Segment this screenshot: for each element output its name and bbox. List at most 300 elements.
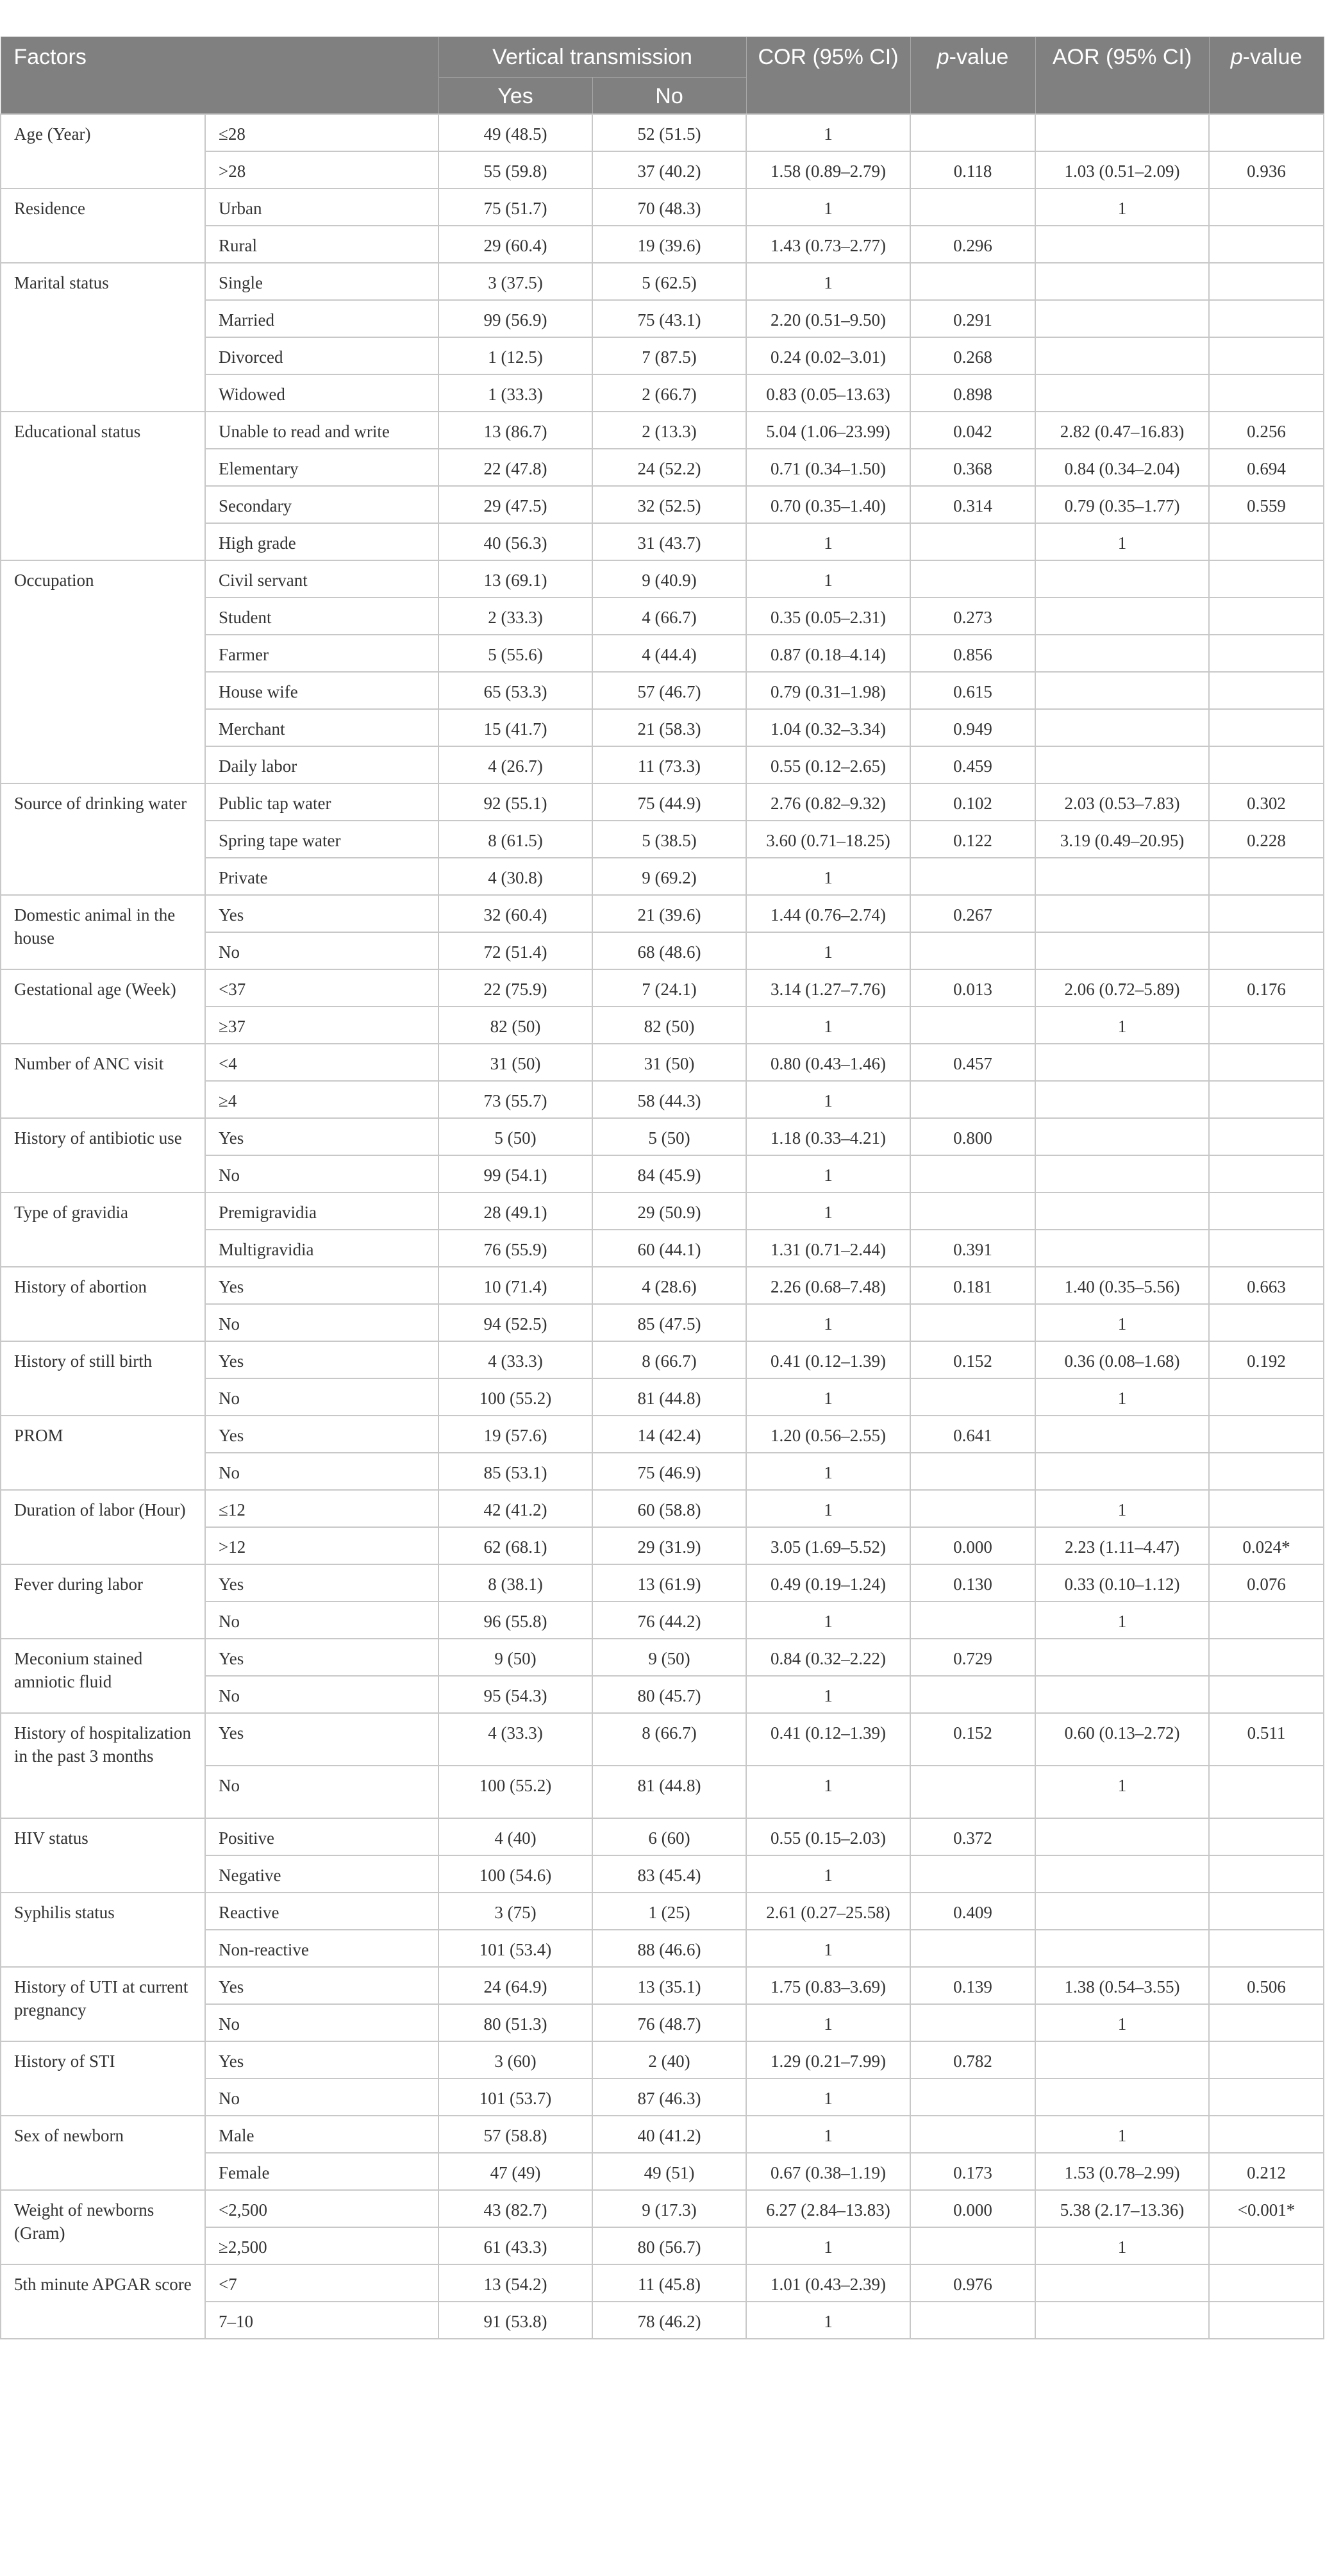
cell-p-value: 0.152	[910, 1713, 1035, 1766]
level-label: No	[205, 2078, 438, 2116]
cell-adjusted-p-value	[1209, 263, 1324, 300]
cell-adjusted-p-value: 0.176	[1209, 969, 1324, 1007]
cell-cor: 1	[746, 263, 910, 300]
cell-cor: 3.60 (0.71–18.25)	[746, 821, 910, 858]
factor-label: PROM	[1, 1416, 205, 1490]
cell-aor: 1	[1035, 2004, 1209, 2041]
cell-adjusted-p-value: 0.192	[1209, 1341, 1324, 1378]
cell-cor: 1	[746, 560, 910, 598]
cell-cor: 0.67 (0.38–1.19)	[746, 2153, 910, 2190]
cell-cor: 1	[746, 932, 910, 969]
cell-cor: 1	[746, 2227, 910, 2264]
level-label: <2,500	[205, 2190, 438, 2227]
level-label: Reactive	[205, 1893, 438, 1930]
cell-no: 83 (45.4)	[592, 1855, 746, 1893]
cell-yes: 4 (40)	[438, 1818, 592, 1855]
cell-aor: 1	[1035, 1602, 1209, 1639]
cell-p-value: 0.118	[910, 151, 1035, 188]
cell-no: 75 (46.9)	[592, 1453, 746, 1490]
factor-label: Fever during labor	[1, 1564, 205, 1639]
cell-no: 1 (25)	[592, 1893, 746, 1930]
level-label: Spring tape water	[205, 821, 438, 858]
table-row	[1, 969, 1324, 1007]
cell-aor	[1035, 300, 1209, 337]
cell-p-value	[910, 1676, 1035, 1713]
level-label: Secondary	[205, 486, 438, 523]
cell-adjusted-p-value	[1209, 188, 1324, 226]
level-label: Public tap water	[205, 783, 438, 821]
cell-aor: 1	[1035, 188, 1209, 226]
cell-aor	[1035, 263, 1209, 300]
cell-aor: 1	[1035, 2227, 1209, 2264]
cell-yes: 31 (50)	[438, 1044, 592, 1081]
factor-label: Meconium stained amniotic fluid	[1, 1639, 205, 1713]
cell-p-value	[910, 1378, 1035, 1416]
cell-yes: 42 (41.2)	[438, 1490, 592, 1527]
factor-label: History of UTI at current pregnancy	[1, 1967, 205, 2041]
level-label: Daily labor	[205, 746, 438, 783]
cell-no: 76 (48.7)	[592, 2004, 746, 2041]
cell-yes: 76 (55.9)	[438, 1230, 592, 1267]
level-label: Widowed	[205, 374, 438, 412]
cell-yes: 99 (56.9)	[438, 300, 592, 337]
cell-p-value: 0.273	[910, 598, 1035, 635]
header-p-italic: p	[937, 45, 949, 69]
header-aor: AOR (95% CI)	[1035, 37, 1209, 115]
level-label: Male	[205, 2116, 438, 2153]
cell-adjusted-p-value	[1209, 337, 1324, 374]
cell-adjusted-p-value: 0.024*	[1209, 1527, 1324, 1564]
cell-yes: 100 (55.2)	[438, 1378, 592, 1416]
cell-cor: 0.55 (0.15–2.03)	[746, 1818, 910, 1855]
cell-yes: 43 (82.7)	[438, 2190, 592, 2227]
cell-aor: 1.03 (0.51–2.09)	[1035, 151, 1209, 188]
level-label: ≥2,500	[205, 2227, 438, 2264]
cell-aor: 2.82 (0.47–16.83)	[1035, 412, 1209, 449]
cell-cor: 0.24 (0.02–3.01)	[746, 337, 910, 374]
cell-no: 2 (66.7)	[592, 374, 746, 412]
cell-adjusted-p-value	[1209, 226, 1324, 263]
cell-aor	[1035, 2264, 1209, 2302]
cell-adjusted-p-value: 0.936	[1209, 151, 1324, 188]
cell-cor: 1	[746, 1081, 910, 1118]
cell-cor: 1	[746, 523, 910, 560]
factor-label: History of hospitalization in the past 3 months	[1, 1713, 205, 1818]
cell-p-value: 0.296	[910, 226, 1035, 263]
cell-adjusted-p-value	[1209, 1007, 1324, 1044]
vertical-transmission-table	[0, 37, 1324, 2339]
cell-p-value: 0.152	[910, 1341, 1035, 1378]
header-yes: Yes	[438, 78, 592, 115]
table-row	[1, 783, 1324, 821]
cell-yes: 4 (33.3)	[438, 1713, 592, 1766]
cell-adjusted-p-value: <0.001*	[1209, 2190, 1324, 2227]
level-label: Yes	[205, 1967, 438, 2004]
cell-no: 40 (41.2)	[592, 2116, 746, 2153]
level-label: Yes	[205, 1639, 438, 1676]
cell-yes: 65 (53.3)	[438, 672, 592, 709]
cell-yes: 101 (53.7)	[438, 2078, 592, 2116]
cell-cor: 1	[746, 858, 910, 895]
table-row	[1, 2190, 1324, 2227]
level-label: Yes	[205, 1564, 438, 1602]
cell-no: 5 (50)	[592, 1118, 746, 1155]
level-label: Farmer	[205, 635, 438, 672]
cell-cor: 0.71 (0.34–1.50)	[746, 449, 910, 486]
cell-cor: 0.55 (0.12–2.65)	[746, 746, 910, 783]
cell-cor: 5.04 (1.06–23.99)	[746, 412, 910, 449]
cell-adjusted-p-value	[1209, 1118, 1324, 1155]
cell-aor	[1035, 932, 1209, 969]
table-body	[1, 114, 1324, 2339]
cell-aor: 0.79 (0.35–1.77)	[1035, 486, 1209, 523]
table-row	[1, 188, 1324, 226]
cell-cor: 1	[746, 1602, 910, 1639]
cell-no: 31 (50)	[592, 1044, 746, 1081]
cell-aor	[1035, 1676, 1209, 1713]
cell-yes: 4 (30.8)	[438, 858, 592, 895]
cell-cor: 3.05 (1.69–5.52)	[746, 1527, 910, 1564]
cell-adjusted-p-value	[1209, 2078, 1324, 2116]
cell-no: 84 (45.9)	[592, 1155, 746, 1192]
level-label: ≥37	[205, 1007, 438, 1044]
cell-p-value: 0.130	[910, 1564, 1035, 1602]
cell-adjusted-p-value: 0.228	[1209, 821, 1324, 858]
cell-aor: 1.40 (0.35–5.56)	[1035, 1267, 1209, 1304]
cell-aor: 1.53 (0.78–2.99)	[1035, 2153, 1209, 2190]
cell-cor: 1	[746, 1855, 910, 1893]
cell-adjusted-p-value: 0.559	[1209, 486, 1324, 523]
header-adjusted-p-italic: p	[1230, 45, 1243, 69]
cell-no: 29 (50.9)	[592, 1192, 746, 1230]
cell-aor	[1035, 337, 1209, 374]
cell-yes: 13 (69.1)	[438, 560, 592, 598]
cell-cor: 1.31 (0.71–2.44)	[746, 1230, 910, 1267]
cell-no: 11 (73.3)	[592, 746, 746, 783]
cell-aor	[1035, 858, 1209, 895]
cell-aor: 0.84 (0.34–2.04)	[1035, 449, 1209, 486]
table-row	[1, 1818, 1324, 1855]
cell-p-value	[910, 2302, 1035, 2339]
cell-adjusted-p-value: 0.302	[1209, 783, 1324, 821]
level-label: Rural	[205, 226, 438, 263]
cell-yes: 96 (55.8)	[438, 1602, 592, 1639]
cell-no: 21 (58.3)	[592, 709, 746, 746]
header-cor: COR (95% CI)	[746, 37, 910, 115]
level-label: Yes	[205, 1416, 438, 1453]
cell-adjusted-p-value: 0.076	[1209, 1564, 1324, 1602]
factor-label: Domestic animal in the house	[1, 895, 205, 969]
cell-aor: 1	[1035, 1378, 1209, 1416]
cell-p-value: 0.391	[910, 1230, 1035, 1267]
table-row	[1, 560, 1324, 598]
cell-no: 8 (66.7)	[592, 1341, 746, 1378]
cell-cor: 0.79 (0.31–1.98)	[746, 672, 910, 709]
cell-aor	[1035, 1230, 1209, 1267]
cell-p-value: 0.409	[910, 1893, 1035, 1930]
factor-label: History of abortion	[1, 1267, 205, 1341]
cell-no: 11 (45.8)	[592, 2264, 746, 2302]
cell-no: 14 (42.4)	[592, 1416, 746, 1453]
cell-cor: 1	[746, 2116, 910, 2153]
header-vertical-transmission: Vertical transmission	[438, 37, 746, 78]
cell-no: 29 (31.9)	[592, 1527, 746, 1564]
cell-p-value: 0.042	[910, 412, 1035, 449]
cell-p-value	[910, 1930, 1035, 1967]
cell-adjusted-p-value	[1209, 1230, 1324, 1267]
cell-cor: 0.41 (0.12–1.39)	[746, 1713, 910, 1766]
cell-aor: 0.33 (0.10–1.12)	[1035, 1564, 1209, 1602]
cell-aor	[1035, 709, 1209, 746]
level-label: <7	[205, 2264, 438, 2302]
cell-aor: 0.36 (0.08–1.68)	[1035, 1341, 1209, 1378]
cell-adjusted-p-value: 0.506	[1209, 1967, 1324, 2004]
cell-yes: 47 (49)	[438, 2153, 592, 2190]
cell-no: 75 (44.9)	[592, 783, 746, 821]
level-label: Divorced	[205, 337, 438, 374]
cell-aor	[1035, 1192, 1209, 1230]
cell-yes: 62 (68.1)	[438, 1527, 592, 1564]
level-label: ≤12	[205, 1490, 438, 1527]
cell-no: 81 (44.8)	[592, 1766, 746, 1818]
cell-aor	[1035, 114, 1209, 151]
level-label: Elementary	[205, 449, 438, 486]
cell-yes: 13 (54.2)	[438, 2264, 592, 2302]
cell-p-value: 0.615	[910, 672, 1035, 709]
cell-no: 58 (44.3)	[592, 1081, 746, 1118]
cell-cor: 1	[746, 1007, 910, 1044]
level-label: No	[205, 2004, 438, 2041]
cell-aor	[1035, 1818, 1209, 1855]
cell-cor: 6.27 (2.84–13.83)	[746, 2190, 910, 2227]
cell-aor	[1035, 2041, 1209, 2078]
cell-p-value	[910, 1766, 1035, 1818]
level-label: >28	[205, 151, 438, 188]
cell-no: 2 (40)	[592, 2041, 746, 2078]
table-header	[1, 37, 1324, 115]
cell-cor: 1	[746, 1155, 910, 1192]
cell-cor: 1	[746, 2004, 910, 2041]
cell-aor	[1035, 1930, 1209, 1967]
cell-no: 9 (40.9)	[592, 560, 746, 598]
table-row	[1, 1713, 1324, 1766]
cell-cor: 0.80 (0.43–1.46)	[746, 1044, 910, 1081]
level-label: <37	[205, 969, 438, 1007]
cell-p-value	[910, 858, 1035, 895]
table-row	[1, 1416, 1324, 1453]
table-row	[1, 2116, 1324, 2153]
cell-cor: 1.75 (0.83–3.69)	[746, 1967, 910, 2004]
cell-cor: 1	[746, 1453, 910, 1490]
cell-p-value: 0.013	[910, 969, 1035, 1007]
cell-adjusted-p-value: 0.256	[1209, 412, 1324, 449]
cell-adjusted-p-value	[1209, 932, 1324, 969]
table-row	[1, 895, 1324, 932]
cell-cor: 0.87 (0.18–4.14)	[746, 635, 910, 672]
cell-cor: 1	[746, 1304, 910, 1341]
cell-p-value	[910, 1155, 1035, 1192]
cell-adjusted-p-value	[1209, 1155, 1324, 1192]
cell-aor	[1035, 1416, 1209, 1453]
table-row	[1, 1893, 1324, 1930]
cell-aor	[1035, 1118, 1209, 1155]
cell-no: 37 (40.2)	[592, 151, 746, 188]
table-container	[0, 37, 1325, 2339]
cell-aor	[1035, 2302, 1209, 2339]
cell-aor: 0.60 (0.13–2.72)	[1035, 1713, 1209, 1766]
cell-aor: 1	[1035, 523, 1209, 560]
cell-p-value: 0.856	[910, 635, 1035, 672]
cell-aor: 1	[1035, 1304, 1209, 1341]
level-label: Married	[205, 300, 438, 337]
cell-no: 9 (69.2)	[592, 858, 746, 895]
cell-cor: 1.44 (0.76–2.74)	[746, 895, 910, 932]
level-label: Positive	[205, 1818, 438, 1855]
cell-yes: 15 (41.7)	[438, 709, 592, 746]
cell-yes: 32 (60.4)	[438, 895, 592, 932]
cell-yes: 5 (50)	[438, 1118, 592, 1155]
level-label: ≤28	[205, 114, 438, 151]
cell-p-value: 0.457	[910, 1044, 1035, 1081]
cell-cor: 1	[746, 1192, 910, 1230]
cell-aor: 1.38 (0.54–3.55)	[1035, 1967, 1209, 2004]
cell-adjusted-p-value	[1209, 1818, 1324, 1855]
cell-cor: 1.18 (0.33–4.21)	[746, 1118, 910, 1155]
cell-no: 2 (13.3)	[592, 412, 746, 449]
level-label: Yes	[205, 1267, 438, 1304]
header-no: No	[592, 78, 746, 115]
level-label: Yes	[205, 1118, 438, 1155]
cell-p-value	[910, 2227, 1035, 2264]
cell-yes: 99 (54.1)	[438, 1155, 592, 1192]
cell-no: 60 (44.1)	[592, 1230, 746, 1267]
factor-label: 5th minute APGAR score	[1, 2264, 205, 2339]
cell-p-value	[910, 1602, 1035, 1639]
table-row	[1, 1118, 1324, 1155]
factor-label: Number of ANC visit	[1, 1044, 205, 1118]
level-label: Multigravidia	[205, 1230, 438, 1267]
cell-yes: 95 (54.3)	[438, 1676, 592, 1713]
level-label: Student	[205, 598, 438, 635]
cell-no: 13 (35.1)	[592, 1967, 746, 2004]
factor-label: Source of drinking water	[1, 783, 205, 895]
cell-cor: 1	[746, 1766, 910, 1818]
cell-adjusted-p-value	[1209, 1930, 1324, 1967]
cell-yes: 3 (60)	[438, 2041, 592, 2078]
cell-no: 81 (44.8)	[592, 1378, 746, 1416]
cell-cor: 2.20 (0.51–9.50)	[746, 300, 910, 337]
table-row	[1, 412, 1324, 449]
cell-aor	[1035, 1453, 1209, 1490]
level-label: No	[205, 932, 438, 969]
table-row	[1, 2264, 1324, 2302]
cell-aor: 2.06 (0.72–5.89)	[1035, 969, 1209, 1007]
level-label: <4	[205, 1044, 438, 1081]
cell-aor: 2.23 (1.11–4.47)	[1035, 1527, 1209, 1564]
cell-adjusted-p-value	[1209, 895, 1324, 932]
factor-label: History of STI	[1, 2041, 205, 2116]
cell-adjusted-p-value	[1209, 2041, 1324, 2078]
cell-p-value	[910, 1855, 1035, 1893]
cell-no: 87 (46.3)	[592, 2078, 746, 2116]
factor-label: Duration of labor (Hour)	[1, 1490, 205, 1564]
cell-adjusted-p-value	[1209, 1378, 1324, 1416]
level-label: Non-reactive	[205, 1930, 438, 1967]
cell-no: 7 (87.5)	[592, 337, 746, 374]
cell-yes: 22 (47.8)	[438, 449, 592, 486]
cell-cor: 1.04 (0.32–3.34)	[746, 709, 910, 746]
factor-label: History of antibiotic use	[1, 1118, 205, 1192]
cell-adjusted-p-value	[1209, 2227, 1324, 2264]
level-label: ≥4	[205, 1081, 438, 1118]
cell-yes: 101 (53.4)	[438, 1930, 592, 1967]
cell-p-value: 0.949	[910, 709, 1035, 746]
cell-no: 32 (52.5)	[592, 486, 746, 523]
cell-no: 13 (61.9)	[592, 1564, 746, 1602]
cell-aor: 5.38 (2.17–13.36)	[1035, 2190, 1209, 2227]
cell-p-value	[910, 1453, 1035, 1490]
cell-p-value: 0.800	[910, 1118, 1035, 1155]
cell-p-value: 0.000	[910, 2190, 1035, 2227]
cell-no: 49 (51)	[592, 2153, 746, 2190]
cell-yes: 19 (57.6)	[438, 1416, 592, 1453]
cell-cor: 1	[746, 114, 910, 151]
cell-aor: 2.03 (0.53–7.83)	[1035, 783, 1209, 821]
header-adjusted-p-value	[1209, 37, 1324, 115]
cell-no: 70 (48.3)	[592, 188, 746, 226]
level-label: Civil servant	[205, 560, 438, 598]
cell-no: 88 (46.6)	[592, 1930, 746, 1967]
cell-cor: 1.01 (0.43–2.39)	[746, 2264, 910, 2302]
cell-p-value: 0.139	[910, 1967, 1035, 2004]
cell-p-value	[910, 1192, 1035, 1230]
cell-p-value: 0.729	[910, 1639, 1035, 1676]
cell-p-value	[910, 188, 1035, 226]
cell-adjusted-p-value	[1209, 1639, 1324, 1676]
level-label: Single	[205, 263, 438, 300]
factor-label: History of still birth	[1, 1341, 205, 1416]
cell-aor	[1035, 1639, 1209, 1676]
level-label: Yes	[205, 1341, 438, 1378]
cell-cor: 0.41 (0.12–1.39)	[746, 1341, 910, 1378]
table-row	[1, 114, 1324, 151]
level-label: House wife	[205, 672, 438, 709]
cell-yes: 29 (47.5)	[438, 486, 592, 523]
level-label: Urban	[205, 188, 438, 226]
cell-cor: 0.49 (0.19–1.24)	[746, 1564, 910, 1602]
cell-no: 85 (47.5)	[592, 1304, 746, 1341]
cell-yes: 1 (12.5)	[438, 337, 592, 374]
level-label: No	[205, 1766, 438, 1818]
cell-aor	[1035, 1855, 1209, 1893]
cell-yes: 75 (51.7)	[438, 188, 592, 226]
cell-yes: 1 (33.3)	[438, 374, 592, 412]
cell-yes: 49 (48.5)	[438, 114, 592, 151]
cell-cor: 2.26 (0.68–7.48)	[746, 1267, 910, 1304]
cell-no: 4 (28.6)	[592, 1267, 746, 1304]
cell-cor: 1.43 (0.73–2.77)	[746, 226, 910, 263]
level-label: Private	[205, 858, 438, 895]
cell-adjusted-p-value: 0.212	[1209, 2153, 1324, 2190]
cell-no: 75 (43.1)	[592, 300, 746, 337]
cell-p-value: 0.291	[910, 300, 1035, 337]
factor-label: Residence	[1, 188, 205, 263]
level-label: Yes	[205, 895, 438, 932]
table-row	[1, 1564, 1324, 1602]
cell-yes: 91 (53.8)	[438, 2302, 592, 2339]
cell-p-value: 0.898	[910, 374, 1035, 412]
cell-no: 57 (46.7)	[592, 672, 746, 709]
